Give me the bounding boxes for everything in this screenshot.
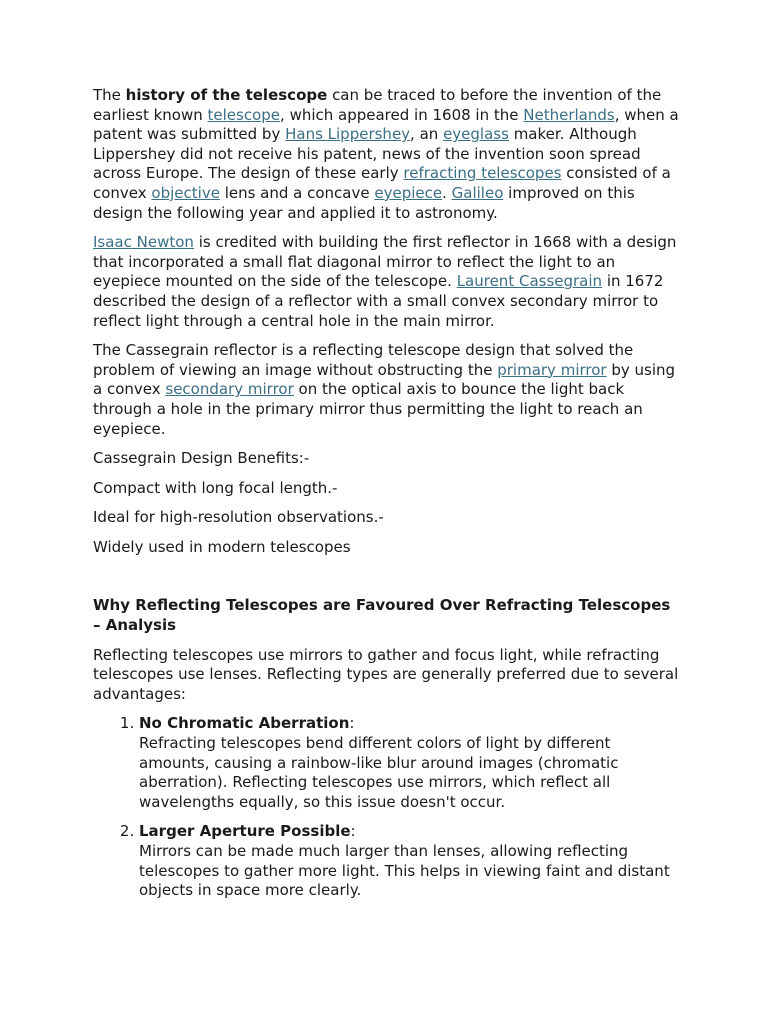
link-galileo[interactable]: Galileo: [451, 183, 504, 202]
link-hans-lippershey[interactable]: Hans Lippershey: [285, 125, 411, 144]
list-item-body: Refracting telescopes bend different colors of light by different amounts, causing a rainbow-like blur around images (chromatic aberration). Reflecting telescopes use mirrors, which reflect all wavelengths equally, so this issue doesn't occur.: [139, 734, 619, 811]
text: The Cassegrain reflector is a reflecting telescope design that solved the problem of viewing an image without obstructing the: [93, 341, 634, 379]
list-item-title: No Chromatic Aberration: [139, 714, 350, 733]
link-telescope[interactable]: telescope: [207, 105, 281, 124]
text: improved on this design the following year and applied it to astronomy.: [93, 183, 635, 222]
text: .: [442, 183, 452, 202]
paragraph-cassegrain: [93, 341, 683, 439]
text: maker. Although Lippershey did not receive his patent, news of the invention soon spread across Europe. The design of these early: [93, 125, 641, 183]
text: consisted of a convex: [93, 164, 671, 202]
benefit-line: Ideal for high-resolution observations.-: [93, 508, 384, 527]
document-body: [93, 86, 683, 911]
advantages-list: [93, 714, 683, 900]
text: , which appeared in 1608 in the: [280, 105, 524, 124]
link-eyeglass[interactable]: eyeglass: [443, 125, 509, 144]
section-heading: Why Reflecting Telescopes are Favoured Over Refracting Telescopes – Analysis: [93, 596, 671, 635]
link-objective[interactable]: objective: [151, 183, 220, 202]
text: :: [350, 822, 356, 841]
text: can be traced to before the invention of the earliest known: [93, 86, 662, 124]
bold-term: history of the telescope: [125, 86, 328, 104]
link-secondary-mirror[interactable]: secondary mirror: [165, 380, 294, 399]
list-item: [139, 822, 683, 900]
link-refracting-telescopes[interactable]: refracting telescopes: [403, 164, 562, 183]
spacer: [93, 567, 683, 596]
paragraph-newton: [93, 233, 683, 331]
text: , an: [410, 125, 444, 144]
text: in 1672 described the design of a reflector with a small convex secondary mirror to reflect light through a central hole in the main mirror.: [93, 272, 664, 330]
link-isaac-newton[interactable]: Isaac Newton: [93, 233, 194, 252]
benefit-line: Compact with long focal length.-: [93, 478, 338, 497]
text: lens and a concave: [219, 183, 375, 202]
text: :: [349, 714, 355, 733]
link-netherlands[interactable]: Netherlands: [523, 105, 615, 124]
text: on the optical axis to bounce the light back through a hole in the primary mirror thus permitting the light to reach an eyepiece.: [93, 380, 643, 438]
benefits-heading: Cassegrain Design Benefits:-: [93, 449, 310, 468]
list-item: [139, 714, 683, 812]
text: , when a patent was submitted by: [93, 105, 679, 144]
text: The: [93, 86, 126, 104]
link-eyepiece[interactable]: eyepiece: [374, 183, 443, 202]
list-item-title: Larger Aperture Possible: [139, 822, 351, 841]
text: by using a convex: [93, 360, 676, 399]
text: is credited with building the first reflector in 1668 with a design that incorporated a small flat diagonal mirror to reflect the light to an eyepiece mounted on the side of the telescope.: [93, 233, 677, 291]
list-item-body: Mirrors can be made much larger than lenses, allowing reflecting telescopes to gather more light. This helps in viewing faint and distant objects in space more clearly.: [139, 842, 670, 900]
paragraph-history: [93, 86, 683, 223]
link-primary-mirror[interactable]: primary mirror: [497, 360, 607, 379]
paragraph-intro: Reflecting telescopes use mirrors to gather and focus light, while refracting telescopes use lenses. Reflecting types are generally preferred due to several advantages:: [93, 645, 679, 703]
benefit-line: Widely used in modern telescopes: [93, 537, 351, 556]
link-laurent-cassegrain[interactable]: Laurent Cassegrain: [456, 272, 603, 291]
